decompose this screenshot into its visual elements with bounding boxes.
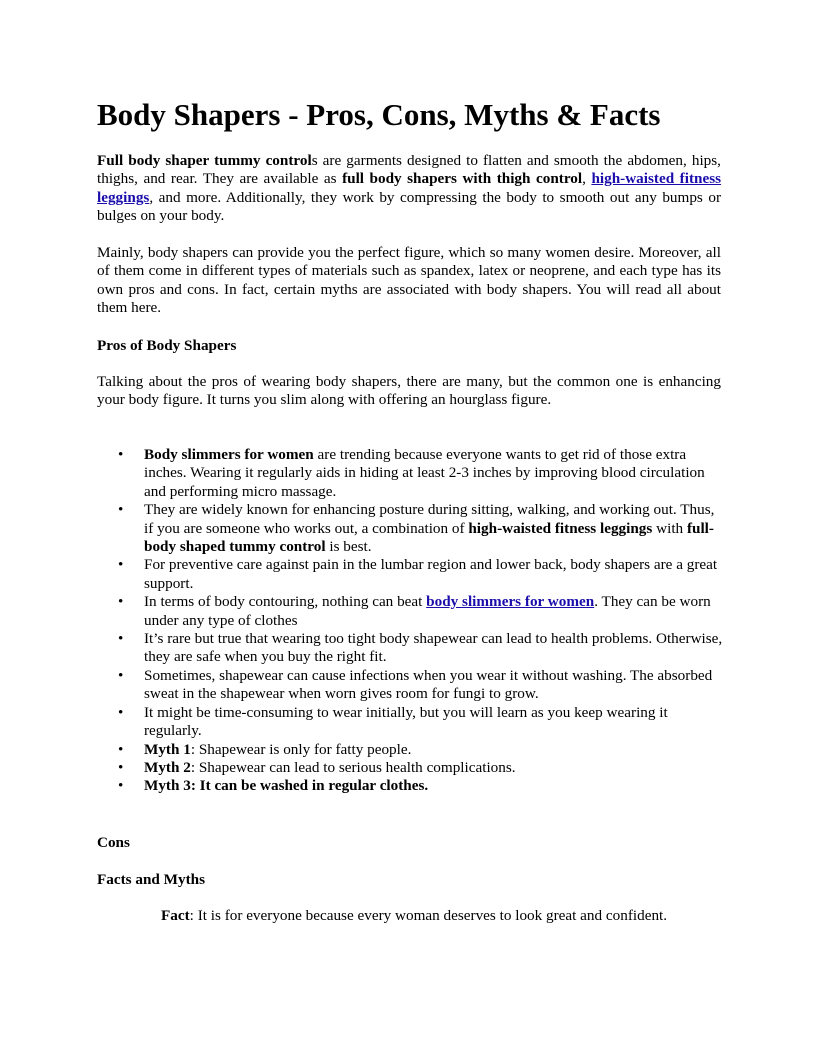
fact-text: : It is for everyone because every woman deserves to look great and confident. — [189, 907, 668, 924]
intro-bold-keyword: Full body shaper tummy control — [97, 152, 312, 169]
bullet-bold: Myth 1 — [144, 740, 191, 758]
list-item: • It might be time-consuming to wear initially, but you will learn as you keep wearing it regularly. — [97, 704, 723, 741]
high-waisted-fitness-leggings-link[interactable]: high-waisted fitness leggings — [97, 170, 722, 206]
intro-paragraph — [97, 152, 721, 226]
body-slimmers-link[interactable]: body slimmers for women — [426, 593, 595, 611]
bullet-bold: Body slimmers for women — [144, 446, 314, 463]
fact-label: Fact — [161, 907, 190, 924]
page-title: Body Shapers - Pros, Cons, Myths & Facts — [97, 97, 661, 132]
list-item — [97, 593, 723, 630]
intro-text-1: s are garments designed to flatten and smooth the abdomen, hips, thighs, and rear. They are available as — [97, 152, 721, 188]
list-item: • It’s rare but true that wearing too tight body shapewear can lead to health problems. Otherwise, they are safe when you buy the right fit. — [97, 630, 723, 667]
fact-line — [161, 907, 667, 925]
list-item — [97, 777, 723, 795]
list-item: • Sometimes, shapewear can cause infections when you wear it without washing. The absorbed sweat in the shapewear when worn gives room for fungi to grow. — [97, 667, 723, 704]
bullet-text: They are widely known for enhancing posture during sitting, walking, and working out. Thus, if you are someone who works out, a combination of — [144, 501, 715, 537]
cons-heading: Cons — [97, 834, 130, 851]
bullet-bold: full-body shaped tummy control — [144, 519, 714, 556]
list-item — [97, 741, 723, 759]
bullet-text: : Shapewear can lead to serious health complications. — [190, 758, 516, 776]
intro-text-2: , and more. Additionally, they work by compressing the body to smooth out any bumps or bulges on your body. — [97, 188, 721, 225]
bullet-bold: Myth 2 — [144, 758, 191, 776]
pros-intro-paragraph: Talking about the pros of wearing body shapers, there are many, but the common one is enhancing your body figure. It turns you slim along with offering an hourglass figure. — [97, 373, 721, 409]
bullet-text: are trending because everyone wants to get rid of those extra inches. Wearing it regularly aids in hiding at least 2-3 inches by improving blood circulation and performing micro massage. — [144, 446, 705, 500]
bullet-text: . They can be worn under any type of clothes — [144, 593, 711, 629]
bullet-text: : Shapewear is only for fatty people. — [190, 740, 412, 758]
pros-heading: Pros of Body Shapers — [97, 337, 237, 354]
facts-myths-heading: Facts and Myths — [97, 871, 206, 888]
intro-bold-thigh-control: full body shapers with thigh control — [342, 170, 583, 188]
list-item — [97, 759, 723, 777]
list-item: • For preventive care against pain in the lumbar region and lower back, body shapers are a great support. — [97, 556, 723, 593]
materials-paragraph: Mainly, body shapers can provide you the perfect figure, which so many women desire. Moreover, all of them come in different types of materials such as spandex, latex or neoprene, and each type has its own pros and cons. In fact, certain myths are associated with body shapers. You will read all about them here. — [97, 244, 721, 317]
pros-list — [97, 446, 723, 796]
bullet-text: with — [652, 519, 687, 537]
intro-separator: , — [582, 170, 592, 188]
bullet-bold: high-waisted fitness leggings — [468, 519, 653, 537]
bullet-text: is best. — [325, 538, 372, 556]
list-item — [97, 501, 723, 556]
bullet-bold: Myth 3: It can be washed in regular clothes. — [144, 777, 429, 795]
bullet-text: In terms of body contouring, nothing can beat — [144, 593, 427, 611]
list-item — [97, 446, 723, 501]
